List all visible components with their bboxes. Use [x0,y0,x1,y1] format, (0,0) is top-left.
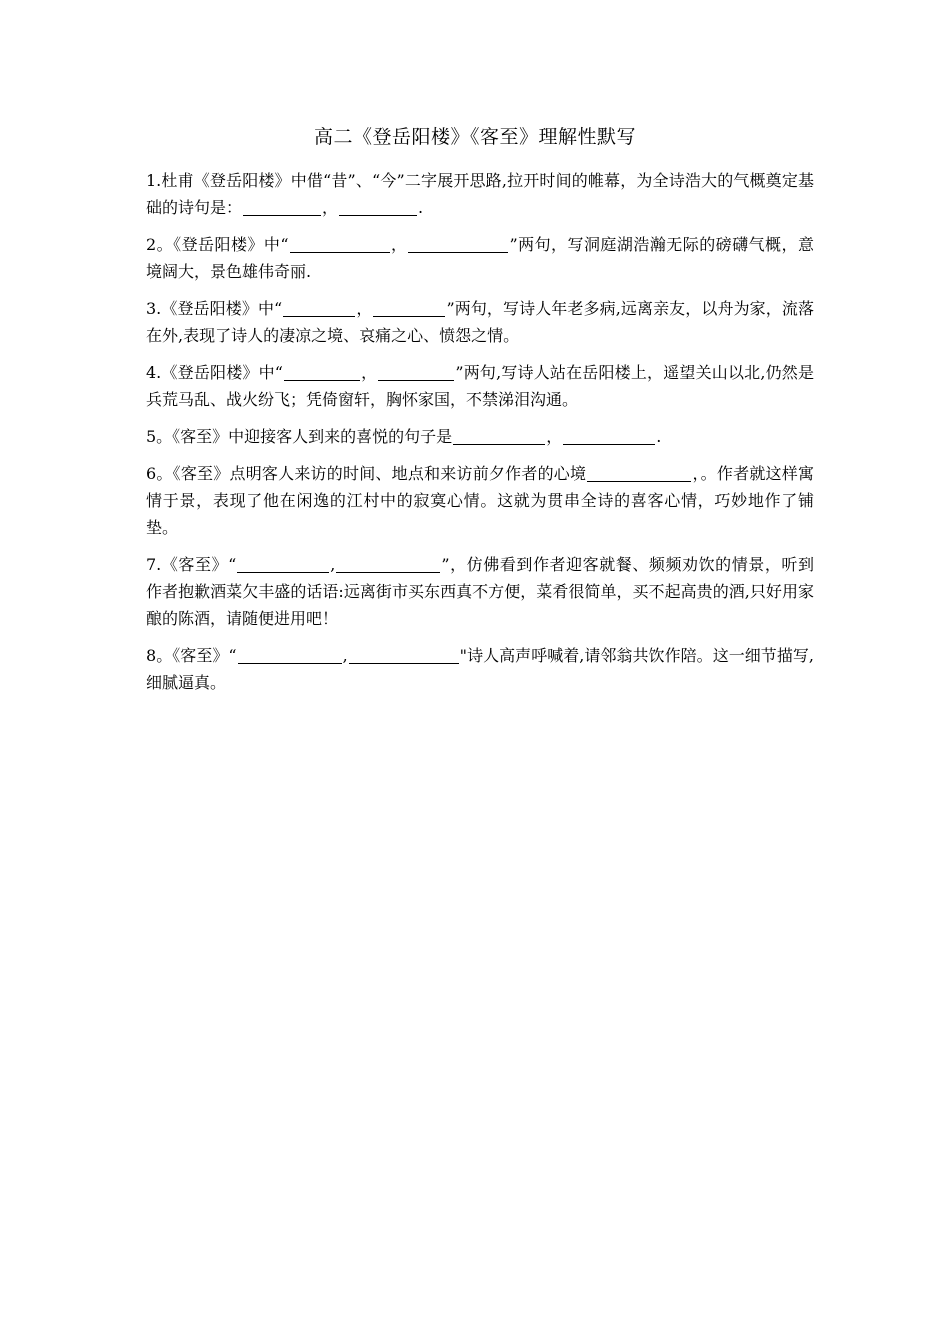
question-4-sep: ， [360,363,378,382]
question-2 [146,231,814,285]
question-3-text: 3.《登岳阳楼》中“ [146,299,283,318]
question-3-end: ”两句，写诗人年老多病,远离亲友，以舟为家，流落在外,表现了诗人的凄凉之境、哀痛之心、愤怨之情。 [146,299,814,345]
question-4 [146,359,814,413]
question-4-text: 4.《登岳阳楼》中“ [146,363,283,382]
answer-blank-3b[interactable] [373,299,445,317]
question-1 [146,167,814,221]
question-5-end: . [656,427,662,446]
answer-blank-2a[interactable] [290,235,390,253]
question-3-sep: ， [356,299,373,318]
answer-blank-4a[interactable] [284,363,360,381]
answer-blank-5b[interactable] [563,427,655,445]
answer-blank-1b[interactable] [339,198,417,216]
answer-blank-6a[interactable] [587,464,691,482]
question-list [146,167,814,706]
answer-blank-8b[interactable] [349,646,459,664]
question-2-sep: ， [390,235,408,254]
question-7 [146,551,814,632]
question-6 [146,460,814,541]
question-5-text: 5。《客至》中迎接客人到来的喜悦的句子是 [146,427,453,446]
answer-blank-4b[interactable] [378,363,454,381]
answer-blank-7a[interactable] [237,555,329,573]
question-6-end: 。作者就这样寓情于景，表现了他在闲逸的江村中的寂寞心情。这就为贯串全诗的喜客心情，巧妙地作了铺垫。 [146,464,814,537]
question-8 [146,642,814,696]
question-5-sep: ， [546,427,563,446]
answer-blank-3a[interactable] [283,299,355,317]
answer-blank-7b[interactable] [336,555,440,573]
question-1-end: . [418,198,424,217]
answer-blank-1a[interactable] [243,198,321,216]
question-4-end: ”两句,写诗人站在岳阳楼上，遥望关山以北,仍然是兵荒马乱、战火纷飞；凭倚窗轩，胸怀家国，不禁涕泪沟通。 [146,363,814,409]
question-2-end: ”两句，写洞庭湖浩瀚无际的磅礴气概，意境阔大，景色雄伟奇丽. [146,235,814,281]
question-2-text: 2。《登岳阳楼》中“ [146,235,289,254]
answer-blank-8a[interactable] [238,646,342,664]
question-7-end: ”，仿佛看到作者迎客就餐、频频劝饮的情景，听到作者抱歉酒菜欠丰盛的话语:远离街市买东西真不方便，菜肴很简单，买不起高贵的酒,只好用家酿的陈酒，请随便进用吧！ [146,555,814,628]
question-8-end: "诗人高声呼喊着,请邻翁共饮作陪。这一细节描写,细腻逼真。 [146,646,814,692]
question-7-sep: , [330,555,336,574]
question-8-text: 8。《客至》“ [146,646,237,665]
question-8-sep: , [342,646,348,665]
question-6-text: 6。《客至》点明客人来访的时间、地点和来访前夕作者的心境 [146,464,587,483]
question-7-text: 7.《客至》“ [146,555,237,574]
question-1-sep: ， [322,198,339,217]
question-6-sep: ， [692,464,701,483]
question-3 [146,295,814,349]
answer-blank-5a[interactable] [453,427,545,445]
question-5 [146,423,814,450]
question-1-text: 1.杜甫《登岳阳楼》中借“昔”、“今”二字展开思路,拉开时间的帷幕，为全诗浩大的气概奠定基础的诗句是： [146,171,814,217]
page-title: 高二《登岳阳楼》《客至》理解性默写 [313,126,636,148]
answer-blank-2b[interactable] [408,235,508,253]
